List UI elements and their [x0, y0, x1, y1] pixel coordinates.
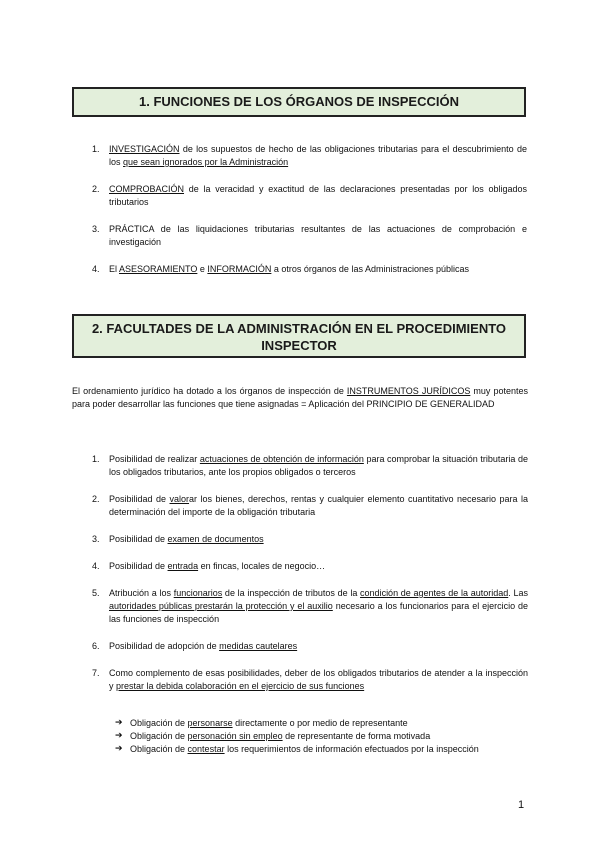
- list-item: ➔ Obligación de personación sin empleo de representante de forma motivada: [115, 731, 431, 741]
- section-2-title-line-1: 2. FACULTADES DE LA ADMINISTRACIÓN EN EL PROCEDIMIENTO: [91, 321, 507, 336]
- list-item: 4. Posibilidad de entrada en fincas, locales de negocio…: [92, 561, 326, 571]
- list-item: 3. PRÁCTICA de las liquidaciones tributarias resultantes de las actuaciones de comprobación e investigación: [92, 224, 527, 247]
- obligations-list: [115, 717, 479, 756]
- list-item: 1. INVESTIGACIÓN de los supuestos de hecho de las obligaciones tributarias para el descubrimiento de los que sean ignorados por la Administración: [92, 144, 527, 167]
- list-item: 3. Posibilidad de examen de documentos: [92, 534, 264, 544]
- list-item: 4. El ASESORAMIENTO e INFORMACIÓN a otros órganos de las Administraciones públicas: [92, 264, 469, 274]
- list-item: 6. Posibilidad de adopción de medidas cautelares: [92, 641, 298, 651]
- arrow-right-icon: ➔: [115, 731, 123, 741]
- functions-list: [92, 143, 527, 276]
- section-2-title-line-2: INSPECTOR: [261, 338, 337, 353]
- list-item: ➔ Obligación de contestar los requerimientos de información efectuados por la inspección: [115, 744, 479, 754]
- section-2-heading-box: [72, 314, 526, 358]
- list-item: 1. Posibilidad de realizar actuaciones de obtención de información para comprobar la situación tributaria de los obligados tributarios, ante los propios obligados o terceros: [92, 454, 528, 477]
- arrow-right-icon: ➔: [115, 718, 123, 728]
- section-1-title: 1. FUNCIONES DE LOS ÓRGANOS DE INSPECCIÓN: [139, 94, 459, 109]
- arrow-right-icon: ➔: [115, 744, 123, 754]
- section-1-heading-box: [72, 87, 526, 117]
- list-item: 2. Posibilidad de valorar los bienes, derechos, rentas y cualquier elemento cuantitativo necesario para la determinación del importe de la obligación tributaria: [92, 494, 528, 517]
- powers-list: [92, 453, 528, 693]
- page-number: 1: [518, 799, 525, 811]
- list-item: 2. COMPROBACIÓN de la veracidad y exactitud de las declaraciones presentadas por los obligados tributarios: [92, 184, 527, 207]
- list-item: 5. Atribución a los funcionarios de la inspección de tributos de la condición de agentes de la autoridad. Las autoridades públicas prestarán la protección y el auxilio necesario a los funcionarios para el ejercicio de las funciones de inspección: [92, 588, 528, 624]
- intro-paragraph: El ordenamiento jurídico ha dotado a los órganos de inspección de INSTRUMENTOS JURÍDICOS muy potentes para poder desarrollar las funciones que tiene asignadas = Aplicación del PRINCIPIO DE GENERALIDAD: [72, 386, 529, 409]
- list-item: ➔ Obligación de personarse directamente o por medio de representante: [115, 718, 408, 728]
- list-item: 7. Como complemento de esas posibilidades, deber de los obligados tributarios de atender a la inspección y prestar la debida colaboración en el ejercicio de sus funciones: [92, 668, 528, 691]
